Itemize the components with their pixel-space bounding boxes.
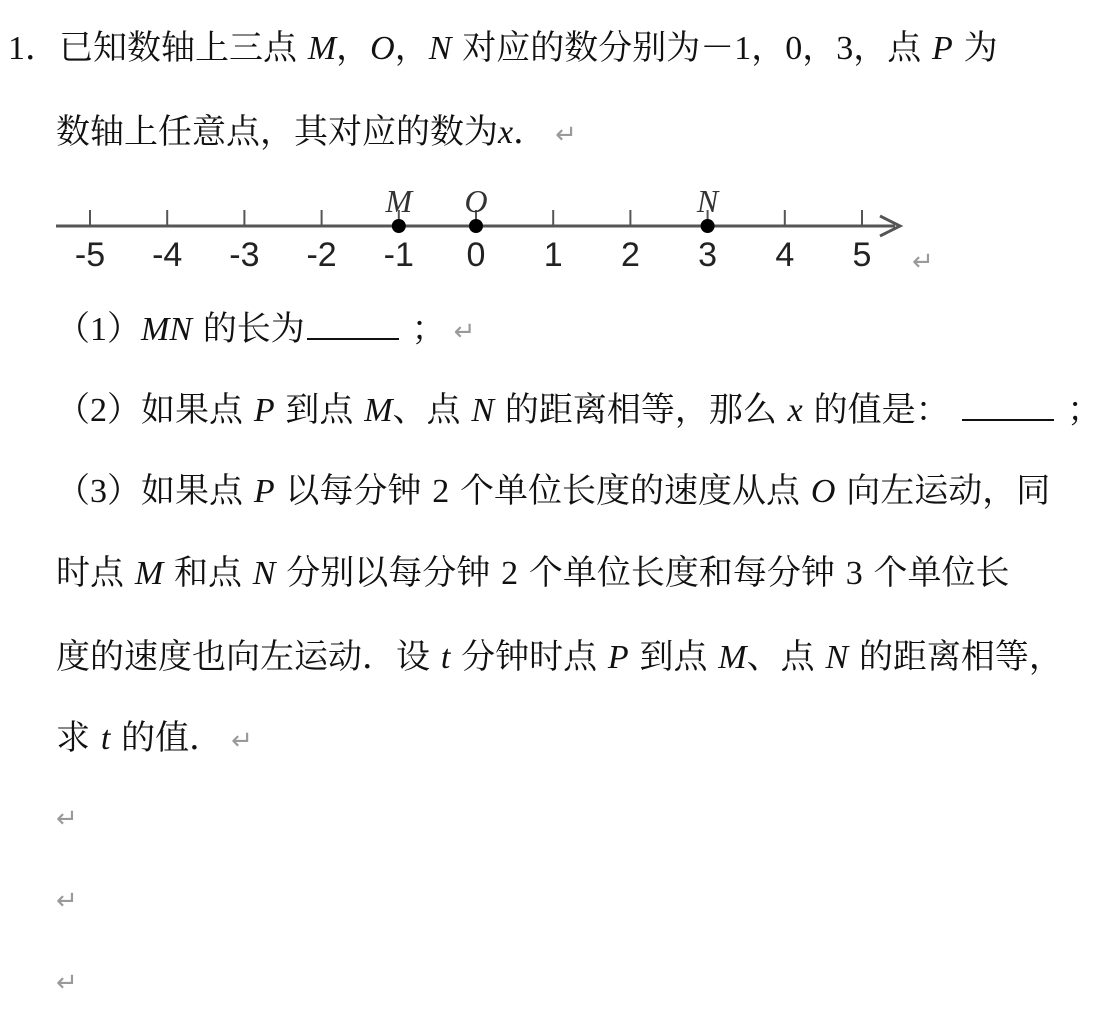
q2-point-p: P bbox=[253, 392, 275, 429]
return-mark-icon: ↵ bbox=[912, 246, 934, 276]
q2-point-m: M bbox=[364, 392, 393, 429]
q1-answer-blank[interactable] bbox=[307, 308, 399, 340]
q3-point-n-2: N bbox=[825, 639, 849, 676]
q2-text-d: 的距离相等，那么 bbox=[504, 390, 777, 430]
q2-text-e: 的值是： bbox=[813, 390, 950, 430]
return-mark-icon: ↵ bbox=[56, 886, 78, 916]
point-m-label: M bbox=[307, 30, 337, 67]
q3-speed-m: 2 bbox=[501, 555, 519, 592]
tick-label: 2 bbox=[620, 236, 640, 274]
q3-point-p-2: P bbox=[607, 639, 629, 676]
q3-line1-b: 以每分钟 bbox=[285, 471, 422, 511]
question-3-line-2 bbox=[56, 553, 1010, 594]
comma: ， bbox=[394, 28, 429, 68]
tick-label: -5 bbox=[74, 236, 106, 274]
number-line bbox=[0, 180, 1080, 280]
q3-line2-c: 分别以每分钟 bbox=[286, 553, 491, 593]
q3-var-t-2: t bbox=[100, 720, 111, 757]
q3-var-t: t bbox=[440, 639, 451, 676]
q2-text-b: 到点 bbox=[285, 390, 354, 430]
q3-line2-d: 个单位长度和每分钟 bbox=[528, 553, 835, 593]
point-label-o: O bbox=[464, 183, 488, 219]
problem-intro-c: 点 bbox=[887, 28, 922, 68]
problem-number: 1． bbox=[8, 30, 59, 67]
comma: ， bbox=[336, 28, 371, 68]
tick-label: 5 bbox=[852, 236, 872, 274]
return-mark-icon: ↵ bbox=[555, 120, 577, 150]
q3-line4-b: 的值． bbox=[121, 718, 224, 758]
q1-text: 的长为 bbox=[202, 309, 305, 349]
q1-prefix: （1） bbox=[56, 311, 141, 348]
point-p-label: P bbox=[932, 30, 953, 67]
q3-line2-a: 时点 bbox=[56, 553, 124, 593]
q2-end: ； bbox=[1067, 390, 1101, 430]
problem-intro-a: 已知数轴上三点 bbox=[59, 28, 297, 68]
point-n-label: N bbox=[428, 30, 452, 67]
point-dot-o bbox=[469, 219, 483, 233]
return-mark-icon: ↵ bbox=[453, 317, 476, 347]
q3-line4-a: 求 bbox=[56, 718, 90, 758]
q2-text-c: 、点 bbox=[392, 390, 461, 430]
period: ． bbox=[513, 112, 548, 152]
problem-intro-d: 为 bbox=[963, 28, 998, 68]
return-mark-icon: ↵ bbox=[56, 968, 78, 998]
q3-line3-d: 、点 bbox=[746, 637, 815, 677]
q1-subject: MN bbox=[141, 311, 192, 348]
tick-label: 1 bbox=[543, 236, 563, 274]
question-3-line-1 bbox=[56, 471, 1050, 512]
q2-var-x: x bbox=[787, 392, 803, 429]
return-mark-icon: ↵ bbox=[56, 804, 78, 834]
point-values: －1，0，3， bbox=[700, 30, 888, 67]
tick-label: -3 bbox=[229, 236, 260, 274]
q3-line2-e: 个单位长 bbox=[873, 553, 1010, 593]
q3-point-o: O bbox=[810, 473, 836, 510]
q1-end: ； bbox=[411, 309, 446, 349]
q3-speed-n: 3 bbox=[845, 555, 863, 592]
q3-point-n: N bbox=[252, 555, 276, 592]
tick-label: -4 bbox=[152, 236, 183, 274]
q3-line2-b: 和点 bbox=[173, 553, 242, 593]
point-dot-n bbox=[701, 219, 715, 233]
q3-speed-p: 2 bbox=[432, 473, 450, 510]
tick-label: -1 bbox=[383, 236, 414, 274]
question-2 bbox=[56, 389, 1101, 431]
problem-line-1 bbox=[8, 28, 998, 69]
q3-line1-a: 如果点 bbox=[141, 471, 243, 511]
tick-label: -2 bbox=[306, 236, 337, 274]
return-mark-icon: ↵ bbox=[231, 726, 253, 756]
question-1 bbox=[56, 308, 475, 352]
q2-answer-blank[interactable] bbox=[962, 389, 1054, 421]
tick-label: 0 bbox=[466, 236, 486, 274]
tick-label: 3 bbox=[698, 236, 718, 274]
q3-line3-c: 到点 bbox=[639, 637, 708, 677]
q2-text-a: 如果点 bbox=[141, 390, 243, 430]
q3-line3-e: 的距离相等， bbox=[858, 637, 1063, 677]
tick-label-group bbox=[75, 236, 872, 274]
q3-point-p: P bbox=[253, 473, 275, 510]
point-label-n: N bbox=[696, 183, 719, 219]
point-label-m: M bbox=[385, 183, 413, 219]
tick-label: 4 bbox=[775, 236, 795, 274]
problem-line-2 bbox=[56, 112, 577, 155]
q3-prefix: （3） bbox=[56, 473, 141, 510]
problem-intro-b: 对应的数分别为 bbox=[462, 28, 701, 68]
problem-intro-e: 数轴上任意点，其对应的数为 bbox=[56, 112, 498, 152]
q3-line1-c: 个单位长度的速度从点 bbox=[460, 471, 801, 511]
q3-point-m: M bbox=[134, 555, 164, 592]
point-dot-m bbox=[392, 219, 406, 233]
point-o-label: O bbox=[370, 30, 395, 67]
var-x: x bbox=[498, 114, 514, 151]
q3-line3-a: 度的速度也向左运动．设 bbox=[56, 637, 430, 677]
q2-prefix: （2） bbox=[56, 392, 141, 429]
q3-point-m-2: M bbox=[718, 639, 747, 676]
q3-line1-d: 向左运动，同 bbox=[846, 471, 1051, 511]
q2-point-n: N bbox=[471, 392, 495, 429]
question-3-line-3 bbox=[56, 637, 1063, 678]
question-3-line-4 bbox=[56, 718, 253, 761]
q3-line3-b: 分钟时点 bbox=[461, 637, 598, 677]
